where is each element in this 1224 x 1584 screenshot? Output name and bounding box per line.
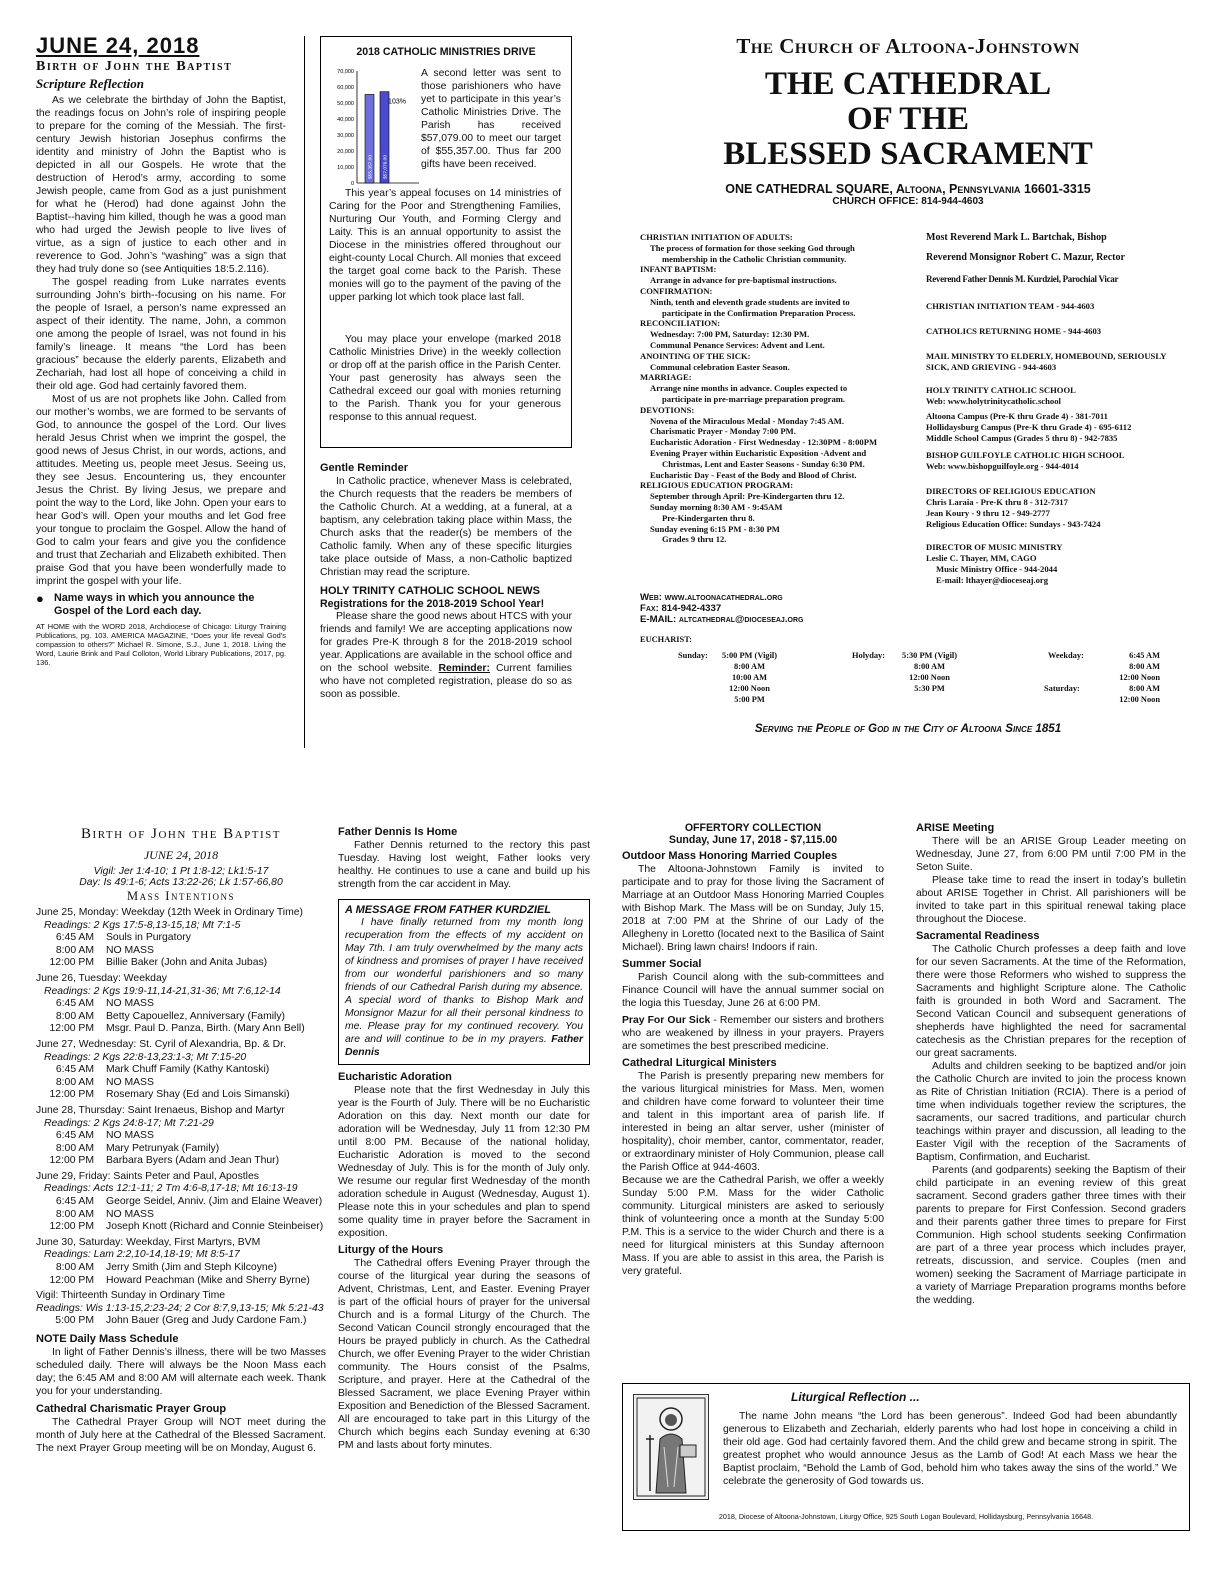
- intention-time: 8:00 AM: [55, 944, 94, 956]
- bar-value-label: $55,357.00: [368, 154, 374, 179]
- intention-name: Howard Peachman (Mike and Sherry Byrne): [106, 1274, 310, 1286]
- y-tick-label: 50,000: [337, 101, 354, 107]
- sunday-times: 5:00 PM (Vigil) 8:00 AM 10:00 AM 12:00 Noon 5:00 PM: [722, 651, 778, 704]
- intention-row: [36, 1209, 326, 1222]
- ministers-text-2: Because we are the Cathedral Parish, we offer a weekly Sunday 5:00 P.M. Mass for the wider Catholic community. Liturgical ministers are asked to seriously think of volunteering once a month at the Sunday 5:00 P.M. This is a service to the wider Church and there is a need for liturgical ministers at this Sunday afternoon Mass. If you are able to assist in this area, the Parish is very grateful.: [622, 1175, 884, 1277]
- liturgical-heading: Liturgical Reflection ...: [791, 1390, 920, 1404]
- sacrament-heading: INFANT BAPTISM:: [640, 264, 717, 275]
- sacrament-line: Wednesday: 7:00 PM, Saturday: 12:30 PM.: [650, 329, 810, 340]
- ministers-heading: Cathedral Liturgical Ministers: [622, 1057, 777, 1069]
- sacrament-line: Grades 9 thru 12.: [662, 534, 727, 545]
- intention-day: [36, 1237, 326, 1287]
- intention-row: [36, 1023, 326, 1036]
- y-tick-label: 30,000: [337, 133, 354, 139]
- drive-text-1: A second letter was sent to those parishioners who have yet to participate in this year’s Catholic Ministries Drive. The Parish has received $57,079.00 to meet our target of $55,357.00. Thus far 200 gifts have been received.: [421, 68, 561, 170]
- intention-time: 6:45 AM: [55, 1130, 94, 1142]
- address: ONE CATHEDRAL SQUARE, Altoona, Pennsylvania 16601-3315: [725, 182, 1091, 196]
- day-readings: Day: Is 49:1-6; Acts 13:22-26; Lk 1:57-66,80: [79, 877, 283, 888]
- sacrament-line: Christmas, Lent and Easter Seasons - Sunday 6:30 PM.: [662, 458, 865, 469]
- intention-row: [36, 1275, 326, 1288]
- sacrament-line: Communal celebration Easter Season.: [650, 361, 790, 372]
- drive-text-3: You may place your envelope (marked 2018 Catholic Ministries Drive) in the weekly collection or drop off at the parish office in the Parish Center. Your past generosity has always seen the Cathedral exceed our goal with monies returning to the Parish. Thank you for your generous response to this annual request.: [329, 334, 561, 423]
- sacrament-line: participate in the Confirmation Preparation Process.: [662, 307, 856, 318]
- vigil-read: Readings: Wis 1:13-15,2:23-24; 2 Cor 8:7,9,13-15; Mk 5:21-43: [36, 1302, 324, 1314]
- intention-row: [36, 957, 326, 970]
- intention-row: [36, 932, 326, 945]
- htcs-heading: HOLY TRINITY CATHOLIC SCHOOL NEWS: [320, 585, 541, 597]
- music-line: E-mail: lthayer@dioceseaj.org: [936, 575, 1049, 585]
- htcs-web: Web: www.holytrinitycatholic.school: [926, 396, 1061, 406]
- offertory-amount: Sunday, June 17, 2018 - $7,115.00: [668, 834, 838, 846]
- sacrament-line: Communal Penance Services: Advent and Lent.: [650, 339, 825, 350]
- intentions-title: Birth of John the Baptist: [81, 826, 281, 842]
- reflection-date: JUNE 24, 2018: [36, 33, 200, 58]
- intention-name: Betty Capouellez, Anniversary (Family): [106, 1010, 286, 1022]
- intention-readings: Readings: 2 Kgs 17:5-8,13-15,18; Mt 7:1-5: [44, 919, 241, 931]
- outdoor-text: The Altoona-Johnstown Family is invited to participate and to pray for those living the Sacrament of Marriage at an Outdoor Mass Honoring Married Couples with Bishop Mark. The Mass will be on Sunday, July 15, 2018 at 7:00 PM at the Shrine of our Lady of the Allegheny in Loretto (located next to the Basilica of Saint Michael). Bring lawn chairs! Indoors if rain.: [622, 864, 884, 953]
- readiness-heading: Sacramental Readiness: [916, 930, 1040, 942]
- note-text: In light of Father Dennis’s illness, there will be two Masses scheduled daily. There will always be the Noon Mass each day; the 6:45 AM and 8:00 AM will alternate each week. Thank you for your understanding.: [36, 1347, 326, 1397]
- sunday-label: Sunday:: [678, 651, 708, 660]
- mass-intentions: [36, 826, 326, 1455]
- intention-name: Billie Baker (John and Anita Jubas): [106, 957, 268, 969]
- bishop: Most Reverend Mark L. Bartchak, Bishop: [926, 232, 1107, 243]
- drive-text-2: This year’s appeal focuses on 14 ministries of Caring for the Poor and Strengthening Families, Nurturing Our Youth, and Forming Clergy and Laity. This is an annual opportunity to assist the Diocese in the ministries offered throughout our eight-county Local Church. All monies that exceed the target goal come back to the Parish. These monies will go to the payment of the paving of the upper parking lot which took place last fall.: [329, 188, 561, 303]
- sacrament-line: Sunday morning 8:30 AM - 9:45AM: [650, 501, 783, 512]
- music-heading: DIRECTOR OF MUSIC MINISTRY: [926, 542, 1063, 552]
- drive-title: 2018 CATHOLIC MINISTRIES DRIVE: [356, 46, 536, 58]
- intention-row: [36, 1130, 326, 1143]
- arise-heading: ARISE Meeting: [916, 822, 995, 834]
- gentle-heading: Gentle Reminder: [320, 462, 409, 474]
- liturgical-credit: 2018, Diocese of Altoona-Johnstown, Liturgy Office, 925 South Logan Boulevard, Hollidaysburg, Pennsylvania 16648.: [718, 1512, 1094, 1521]
- email-link[interactable]: E-MAIL: altcathedral@dioceseaj.org: [640, 614, 804, 625]
- sacrament-line: Ninth, tenth and eleventh grade students are invited to: [650, 296, 850, 307]
- middle-top-column: [320, 458, 572, 701]
- sacrament-heading: RELIGIOUS EDUCATION PROGRAM:: [640, 480, 794, 491]
- social-heading: Summer Social: [622, 958, 702, 970]
- drive-chart: [323, 65, 423, 189]
- intention-time: 8:00 AM: [55, 1076, 94, 1088]
- charismatic-text: The Cathedral Prayer Group will NOT meet during the month of July here at the Cathedral of the Blessed Sacrament. The next Prayer Group meeting will be on Monday, August 6.: [36, 1417, 326, 1454]
- contact-block: [640, 592, 803, 625]
- weekday-label: Weekday:: [1048, 651, 1084, 660]
- intention-time: 12:00 PM: [49, 957, 94, 969]
- intention-row: [36, 1155, 326, 1168]
- sacrament-heading: MARRIAGE:: [640, 372, 692, 383]
- campus: Altoona Campus (Pre-K thru Grade 4) - 381-7011: [926, 411, 1108, 421]
- offertory-column: [622, 822, 884, 1278]
- sacrament-line: Novena of the Miraculous Medal - Monday 7:45 AM.: [650, 415, 845, 426]
- intention-row: [36, 1196, 326, 1209]
- intention-day: [36, 907, 326, 970]
- reflection-paragraph: Most of us are not prophets like John. Called from our mother’s wombs, we are formed to be servants of God, to announce the gospel of the Lord. Our lives herald Jesus Christ when we imprint the gospel, the good news of Jesus Christ, in our words, actions, and attitudes. Meeting us, people meet Jesus. Seeing us, they see Jesus. Encountering us, they encounter Jesus the Christ. By living Jesus, we prepare and point the way to the Lord, like John. Open your ears to hear God’s will. Open your mouths and let God free your tongue to proclaim the Gospel. Allow the hand of God to calm your fears and give you the confidence and trust that Zechariah and Elizabeth exhibited. Then praise God that you have been wonderfully made to imprint the gospel with your life.: [36, 394, 286, 587]
- intention-time: 12:00 PM: [49, 1089, 94, 1101]
- intention-readings: Readings: Lam 2:2,10-14,18-19; Mt 8:5-17: [44, 1249, 240, 1261]
- intention-row: [36, 998, 326, 1011]
- sacraments-list: [640, 232, 910, 545]
- intention-name: Rosemary Shay (Ed and Lois Simanski): [106, 1089, 290, 1101]
- campus: Hollidaysburg Campus (Pre-K thru Grade 4) - 695-6112: [926, 422, 1132, 432]
- message-box: [338, 899, 590, 1065]
- mass-schedule: [640, 634, 1160, 714]
- intention-readings: Readings: 2 Kgs 22:8-13,23:1-3; Mt 7:15-20: [44, 1051, 247, 1063]
- adoration-heading: Eucharistic Adoration: [338, 1071, 452, 1083]
- intention-name: NO MASS: [106, 1208, 154, 1220]
- sacrament-heading: DEVOTIONS:: [640, 404, 695, 415]
- adoration-text: Please note that the first Wednesday in July this year is the Fourth of July. There will be no Eucharistic Adoration on this day. Next month our date for adoration will be Wednesday, July 11 from 12:30 PM until 8:00 PM. Because of the national holiday, Eucharistic Adoration is moved to the second Wednesday of July. This is for the month of July only. We resume our regular first Wednesday of the month adoration schedule in August (Wednesday, August 1). Please note this in your schedules and plan to spend some quality time in prayer before the Sacrament in exposition.: [338, 1085, 590, 1239]
- intention-time: 6:45 AM: [55, 1064, 94, 1076]
- y-tick-label: 20,000: [337, 149, 354, 155]
- y-tick-label: 40,000: [337, 117, 354, 123]
- intention-time: 12:00 PM: [49, 1023, 94, 1035]
- intention-day: [36, 1171, 326, 1234]
- intention-time: 12:00 PM: [49, 1274, 94, 1286]
- intention-time: 12:00 PM: [49, 1221, 94, 1233]
- reflection-bullet: ● Name ways in which you announce the Gospel of the Lord each day.: [36, 591, 255, 617]
- intention-row: [36, 1089, 326, 1102]
- y-tick-label: 0: [350, 181, 354, 187]
- intention-time: 8:00 AM: [55, 1262, 94, 1274]
- intention-row: [36, 945, 326, 958]
- sacrament-line: Arrange nine months in advance. Couples expected to: [650, 383, 848, 394]
- sacrament-heading: RECONCILIATION:: [640, 318, 721, 329]
- music-line: Music Ministry Office - 944-2044: [936, 564, 1058, 574]
- intention-row: [36, 1262, 326, 1275]
- holyday-label: Holyday:: [852, 651, 886, 660]
- bullet-icon: ●: [36, 591, 44, 606]
- note-heading: NOTE Daily Mass Schedule: [36, 1333, 179, 1345]
- intention-name: Mary Petrunyak (Family): [106, 1142, 220, 1154]
- intention-time: 6:45 AM: [55, 1196, 94, 1208]
- website-link[interactable]: Web: www.altoonacathedral.org: [640, 592, 783, 603]
- intentions-date: JUNE 24, 2018: [143, 848, 219, 862]
- intention-time: 6:45 AM: [55, 932, 94, 944]
- ministries-drive-box: [320, 36, 572, 448]
- intention-row: [36, 1064, 326, 1077]
- intention-name: Joseph Knott (Richard and Connie Steinbeiser): [106, 1221, 324, 1233]
- dre-line: Religious Education Office: Sundays - 943-7424: [926, 519, 1101, 529]
- mail-ministry: MAIL MINISTRY TO ELDERLY, HOMEBOUND, SERIOUSLY SICK, AND GRIEVING - 944-4603: [926, 351, 1167, 372]
- htcs-text: Please share the good news about HTCS with your friends and family! We are accepting applications now for grades Pre-K through 8 for the 2018-2019 school year. Applications are available in the school office and on the school website. Reminder: Current families who have not completed registration, please do so as soon as possible.: [320, 611, 572, 700]
- dre-heading: DIRECTORS OF RELIGIOUS EDUCATION: [926, 486, 1096, 496]
- intention-day: [36, 973, 326, 1036]
- y-tick-label: 70,000: [337, 69, 354, 75]
- vigil-readings: Vigil: Jer 1:4-10; 1 Pt 1:8-12; Lk1:5-17: [93, 866, 269, 877]
- dre-line: Chris Laraia - Pre-K thru 8 - 312-7317: [926, 497, 1068, 507]
- intention-row: [36, 1143, 326, 1156]
- intention-name: NO MASS: [106, 944, 154, 956]
- intention-day-title: June 28, Thursday: Saint Irenaeus, Bishop and Martyr: [36, 1104, 285, 1116]
- father-text: Father Dennis returned to the rectory this past Tuesday. Having lost weight, Father looks very healthy. He continues to use a cane and build up his strength from the car accident in May.: [338, 840, 590, 890]
- staff-directory: [926, 232, 1186, 586]
- readiness-p1: The Catholic Church professes a deep faith and love for our seven Sacraments. At the time of the Reformation, there were those Reformers who wished to suppress the Sacraments and highlight Scripture alone. The Catholic faith is grounded in both Word and Sacrament. The Second Vatican Council and subsequent generations of shepherds have highlighted the need for sacramental catechesis as the Christian prepares for the reception of our great sacraments.: [916, 944, 1186, 1059]
- arise-text-2: Please take time to read the insert in today’s bulletin about ARISE Together in Christ. All parishioners will be invited to take part in this spiritual renewal taking place throughout the Diocese.: [916, 875, 1186, 925]
- sacrament-heading: CONFIRMATION:: [640, 285, 713, 296]
- sacrament-line: The process of formation for those seeking God through: [650, 242, 855, 253]
- returning-home: CATHOLICS RETURNING HOME - 944-4603: [926, 326, 1102, 336]
- percent-annotation: 103%: [388, 98, 406, 106]
- intention-name: NO MASS: [106, 1130, 154, 1142]
- weekday-times: 6:45 AM 8:00 AM 12:00 Noon 8:00 AM 12:00 Noon: [1119, 651, 1160, 704]
- rector: Reverend Monsignor Robert C. Mazur, Rector: [926, 252, 1125, 263]
- intention-day-title: June 29, Friday: Saints Peter and Paul, Apostles: [36, 1170, 259, 1182]
- htcs-school: HOLY TRINITY CATHOLIC SCHOOL: [926, 385, 1076, 395]
- intention-readings: Readings: Acts 12:1-11; 2 Tm 4:6-8,17-18; Mt 16:13-19: [44, 1183, 298, 1195]
- readiness-p2: Adults and children seeking to be baptized and/or join the Catholic Church are invited to join the process known as Rite of Christian Initiation (RCIA). There is a period of time when individuals together review the scriptures, the sacraments, our sacred traditions, and particular church teachings within prayer and discussion, all leading to the Easter Vigil with the reception of the Sacraments of Baptism, Confirmation, and Eucharist.: [916, 1061, 1186, 1163]
- sick-text: Pray For Our Sick - Remember our sisters and brothers who are weakened by illness in your prayers. Prayers are sometimes the best prescribed medicine.: [622, 1015, 884, 1052]
- y-tick-label: 10,000: [337, 165, 354, 171]
- intention-name: NO MASS: [106, 998, 154, 1010]
- baptist-icon: [633, 1394, 709, 1500]
- eucharist-label: EUCHARIST:: [640, 635, 692, 644]
- reflection-paragraph: As we celebrate the birthday of John the Baptist, the readings focus on John’s role of inspiring people to prepare for the coming of the Messiah. The first-century Jewish historian Josephus confirms the identity and ministry of John the Baptist who is depicted in all our Gospels. He wrote that the destruction of Herod’s army, according to some Jewish people, came from God as a just punishment for what he (Herod) had done against John the Baptist--having him killed, though he was a good man who had urged the Jewish people to live lives of virtue, as a sign of justice to each other and in reverence to God. John’s “washing” was a sign that they had truly done so (see Antiquities 18:5.2.116).: [36, 95, 286, 275]
- charismatic-heading: Cathedral Charismatic Prayer Group: [36, 1403, 227, 1415]
- intention-day-title: June 30, Saturday: Weekday, First Martyrs, BVM: [36, 1236, 261, 1248]
- parochial-vicar: Reverend Father Dennis M. Kurdziel, Parochial Vicar: [926, 274, 1119, 284]
- dre-line: Jean Koury - 9 thru 12 - 949-2777: [926, 508, 1050, 518]
- liturgical-text: The name John means “the Lord has been generous”. Indeed God had been abundantly generous to Elizabeth and Zechariah, elderly parents who had lost hope in conceiving a child in their old age. God had certainly favored them. And the child grew and became strong in spirit. The greatest prophet who would announce Jesus as the Lamb of God! At each Mass we hear the Baptist proclaim, “Behold the Lamb of God, behold him who takes away the sins of the world.” We celebrate the generosity of God towards us.: [723, 1411, 1177, 1487]
- intention-readings: Readings: 2 Kgs 19:9-11,14-21,31-36; Mt 7:6,12-14: [44, 985, 281, 997]
- intention-time: 8:00 AM: [55, 1142, 94, 1154]
- hours-heading: Liturgy of the Hours: [338, 1244, 444, 1256]
- liturgical-reflection-box: [622, 1383, 1190, 1531]
- cathedral-title-2: OF THE: [847, 101, 969, 137]
- office-phone: CHURCH OFFICE: 814-944-4603: [832, 196, 984, 207]
- intention-day: [36, 1105, 326, 1168]
- message-heading: A MESSAGE FROM FATHER KURDZIEL: [345, 904, 551, 916]
- reflection-section: Scripture Reflection: [36, 76, 144, 91]
- initiation-team: CHRISTIAN INITIATION TEAM - 944-4603: [926, 301, 1095, 311]
- intention-name: George Seidel, Anniv. (Jim and Elaine Weaver): [106, 1196, 323, 1208]
- intention-time: 12:00 PM: [49, 1155, 94, 1167]
- intention-time: 8:00 AM: [55, 1010, 94, 1022]
- intention-row: [36, 1011, 326, 1024]
- social-text: Parish Council along with the sub-committees and Finance Council will have the annual summer social on the logia this Tuesday, June 26 at 6:00 PM.: [622, 972, 884, 1009]
- sacrament-line: Eucharistic Adoration - First Wednesday - 12:30PM - 8:00PM: [650, 437, 878, 448]
- reflection-credit: AT HOME with the WORD 2018, Archdiocese of Chicago: Liturgy Training Publications, pg. 103. AMERICA MAGAZINE, “Does your life reveal God’s compassion to others?” Michael R. Simone, S.J., June 1, 2018. Living the Word, Laurie Brink and Paul Colloton, World Library Publications, 2017, pg. 136.: [36, 622, 286, 667]
- cathedral-title-1: THE CATHEDRAL: [764, 66, 1052, 102]
- cathedral-title-3: BLESSED SACRAMENT: [723, 136, 1093, 172]
- church-name: The Church of Altoona-Johnstown: [736, 34, 1080, 58]
- sacrament-line: Arrange in advance for pre-baptismal instructions.: [650, 275, 837, 286]
- readiness-p3: Parents (and godparents) seeking the Baptism of their child participate in an evening review of this great sacrament. Second graders gather three times with their parents to prepare for First Confession. Second graders and their parents gather three times to prepare for First Communion. High school students seeking Confirmation are part of a three year process which includes prayer, retreats, discussion, and service. Couples (men and women) seeking the Sacrament of Marriage participate in a variety of Marriage Preparation programs months before the wedding.: [916, 1165, 1186, 1306]
- vigil-line: Vigil: Thirteenth Sunday in Ordinary Time: [36, 1290, 226, 1302]
- intention-day-title: June 26, Tuesday: Weekday: [36, 972, 167, 984]
- sacrament-heading: CHRISTIAN INITIATION OF ADULTS:: [640, 232, 793, 242]
- reflection-paragraph: The gospel reading from Luke narrates events surrounding John’s birth--focusing on his name. For the people of Israel, a person’s name expressed an aspect of their identity. The name, John, a common one among the people of Israel, was not found in his family’s lineage. It means “the Lord has been gracious” because the elderly parents, Elizabeth and Zechariah, had lost all hope of conceiving a child in their old age. God had certainly favored them.: [36, 277, 286, 392]
- sacrament-line: Eucharistic Day - Feast of the Body and Blood of Christ.: [650, 469, 857, 480]
- sacrament-line: membership in the Catholic Christian community.: [662, 253, 847, 264]
- sacrament-heading: ANOINTING OF THE SICK:: [640, 350, 751, 361]
- outdoor-heading: Outdoor Mass Honoring Married Couples: [622, 850, 838, 862]
- sacrament-line: Charismatic Prayer - Monday 7:00 PM.: [650, 426, 796, 437]
- father-heading: Father Dennis Is Home: [338, 826, 458, 838]
- intention-day-title: June 25, Monday: Weekday (12th Week in Ordinary Time): [36, 907, 304, 918]
- arise-text-1: There will be an ARISE Group Leader meeting on Wednesday, June 27, from 6:00 PM until 7:00 PM in the Seton Suite.: [916, 836, 1186, 873]
- bg-web: Web: www.bishopguilfoyle.org - 944-4014: [926, 461, 1079, 471]
- bg-school: BISHOP GUILFOYLE CATHOLIC HIGH SCHOOL: [926, 450, 1125, 460]
- intention-day: [36, 1039, 326, 1102]
- sacrament-line: Sunday evening 6:15 PM - 8:30 PM: [650, 523, 780, 534]
- intention-readings: Readings: 2 Kgs 24:8-17; Mt 7:21-29: [44, 1117, 214, 1129]
- gentle-text: In Catholic practice, whenever Mass is celebrated, the Church requests that the readers be members of the Catholic Church. At a wedding, at a funeral, at a baptism, any celebration taking place within Mass, the Church asks that the reader(s) be members of the Catholic family. When any of these specific liturgies take place outside of Mass, a non-Catholic baptized Christian may read the scripture.: [320, 476, 572, 578]
- serving-tagline: Serving the People of God in the City of Altoona Since 1851: [754, 722, 1062, 735]
- intention-name: NO MASS: [106, 1076, 154, 1088]
- intention-name: Mark Chuff Family (Kathy Kantoski): [106, 1064, 270, 1076]
- message-text: I have finally returned from my month long recuperation from the effects of my accident on May 7th. I am truly overwhelmed by the many acts of kindness and promises of prayer I have received from our wonderful parishioners and so many friends of our Cathedral Parish during my absence. A special word of thanks to Bishop Mark and Monsignor Mazur for all their personal kindness to me. Please pray for my continued recovery. You are and will continue to be in my prayers. Father Dennis: [345, 917, 583, 1058]
- sacrament-line: participate in pre-marriage preparation program.: [662, 393, 846, 404]
- intention-name: Msgr. Paul D. Panza, Birth. (Mary Ann Bell): [106, 1023, 305, 1035]
- y-tick-label: 60,000: [337, 85, 354, 91]
- intention-time: 8:00 AM: [55, 1208, 94, 1220]
- holyday-times: 5:30 PM (Vigil) 8:00 AM 12:00 Noon 5:30 PM: [902, 651, 958, 693]
- sacrament-line: Evening Prayer within Eucharistic Exposition -Advent and: [650, 447, 867, 458]
- intention-row: [36, 1221, 326, 1234]
- intention-row: [36, 1077, 326, 1090]
- music-line: Leslie C. Thayer, MM, CAGO: [926, 553, 1037, 563]
- arise-column: [916, 822, 1186, 1307]
- intention-name: Barbara Byers (Adam and Jean Thur): [106, 1155, 280, 1167]
- column-divider: [304, 36, 305, 748]
- hours-text: The Cathedral offers Evening Prayer through the course of the liturgical year during the seasons of Advent, Christmas, Lent, and Easter. Evening Prayer is part of the official hours of prayer for the universal Church and is a formal Liturgy of the Church. The Second Vatican Council strongly encouraged that the Hours be prayed publicly in church. As the Cathedral Church, we offer Evening Prayer to the wider Christian community. The Hours consist of the Psalms, Scripture, and prayer. Here at the Cathedral of the Blessed Sacrament, we place Evening Prayer within Exposition and Benediction of the Blessed Sacrament. All are encouraged to take part in this Liturgy of the Church which begins each Sunday evening at 6:30 PM and lasts about forty minutes.: [338, 1258, 590, 1451]
- bar-value-label: $57,079.00: [383, 154, 389, 179]
- masthead: [628, 34, 1188, 207]
- sacrament-line: September through April: Pre-Kindergarten thru 12.: [650, 491, 845, 502]
- fax: Fax: 814-942-4337: [640, 603, 722, 614]
- middle-bottom-column: [338, 822, 590, 1452]
- intention-time: 6:45 AM: [55, 998, 94, 1010]
- campus: Middle School Campus (Grades 5 thru 8) - 942-7835: [926, 433, 1118, 443]
- sacrament-line: Pre-Kindergarten thru 8.: [662, 512, 755, 523]
- intention-day-title: June 27, Wednesday: St. Cyril of Alexandria, Bp. & Dr.: [36, 1038, 286, 1050]
- intention-name: Jerry Smith (Jim and Steph Kilcoyne): [106, 1262, 277, 1274]
- intentions-heading: Mass Intentions: [127, 889, 235, 903]
- scripture-reflection: [36, 34, 286, 667]
- htcs-subheading: Registrations for the 2018-2019 School Year!: [320, 598, 545, 610]
- intention-row: 5:00 PM John Bauer (Greg and Judy Cardone Fam.): [55, 1315, 307, 1327]
- intention-name: Souls in Purgatory: [106, 932, 191, 944]
- saturday-label: Saturday:: [1044, 684, 1080, 693]
- reflection-subtitle: Birth of John the Baptist: [36, 59, 233, 74]
- ministers-text: The Parish is presently preparing new members for the various liturgical ministries for Mass. Men, women and children have come forward to volunteer their time and talent in this important area of parish life. If interested in being an altar server, usher (minister of hospitality), choir member, cantor, commentator, reader, or extraordinary minister of Holy Communion, please call the Parish Office at 944-4603.: [622, 1071, 884, 1173]
- offertory-heading: OFFERTORY COLLECTION: [684, 822, 822, 834]
